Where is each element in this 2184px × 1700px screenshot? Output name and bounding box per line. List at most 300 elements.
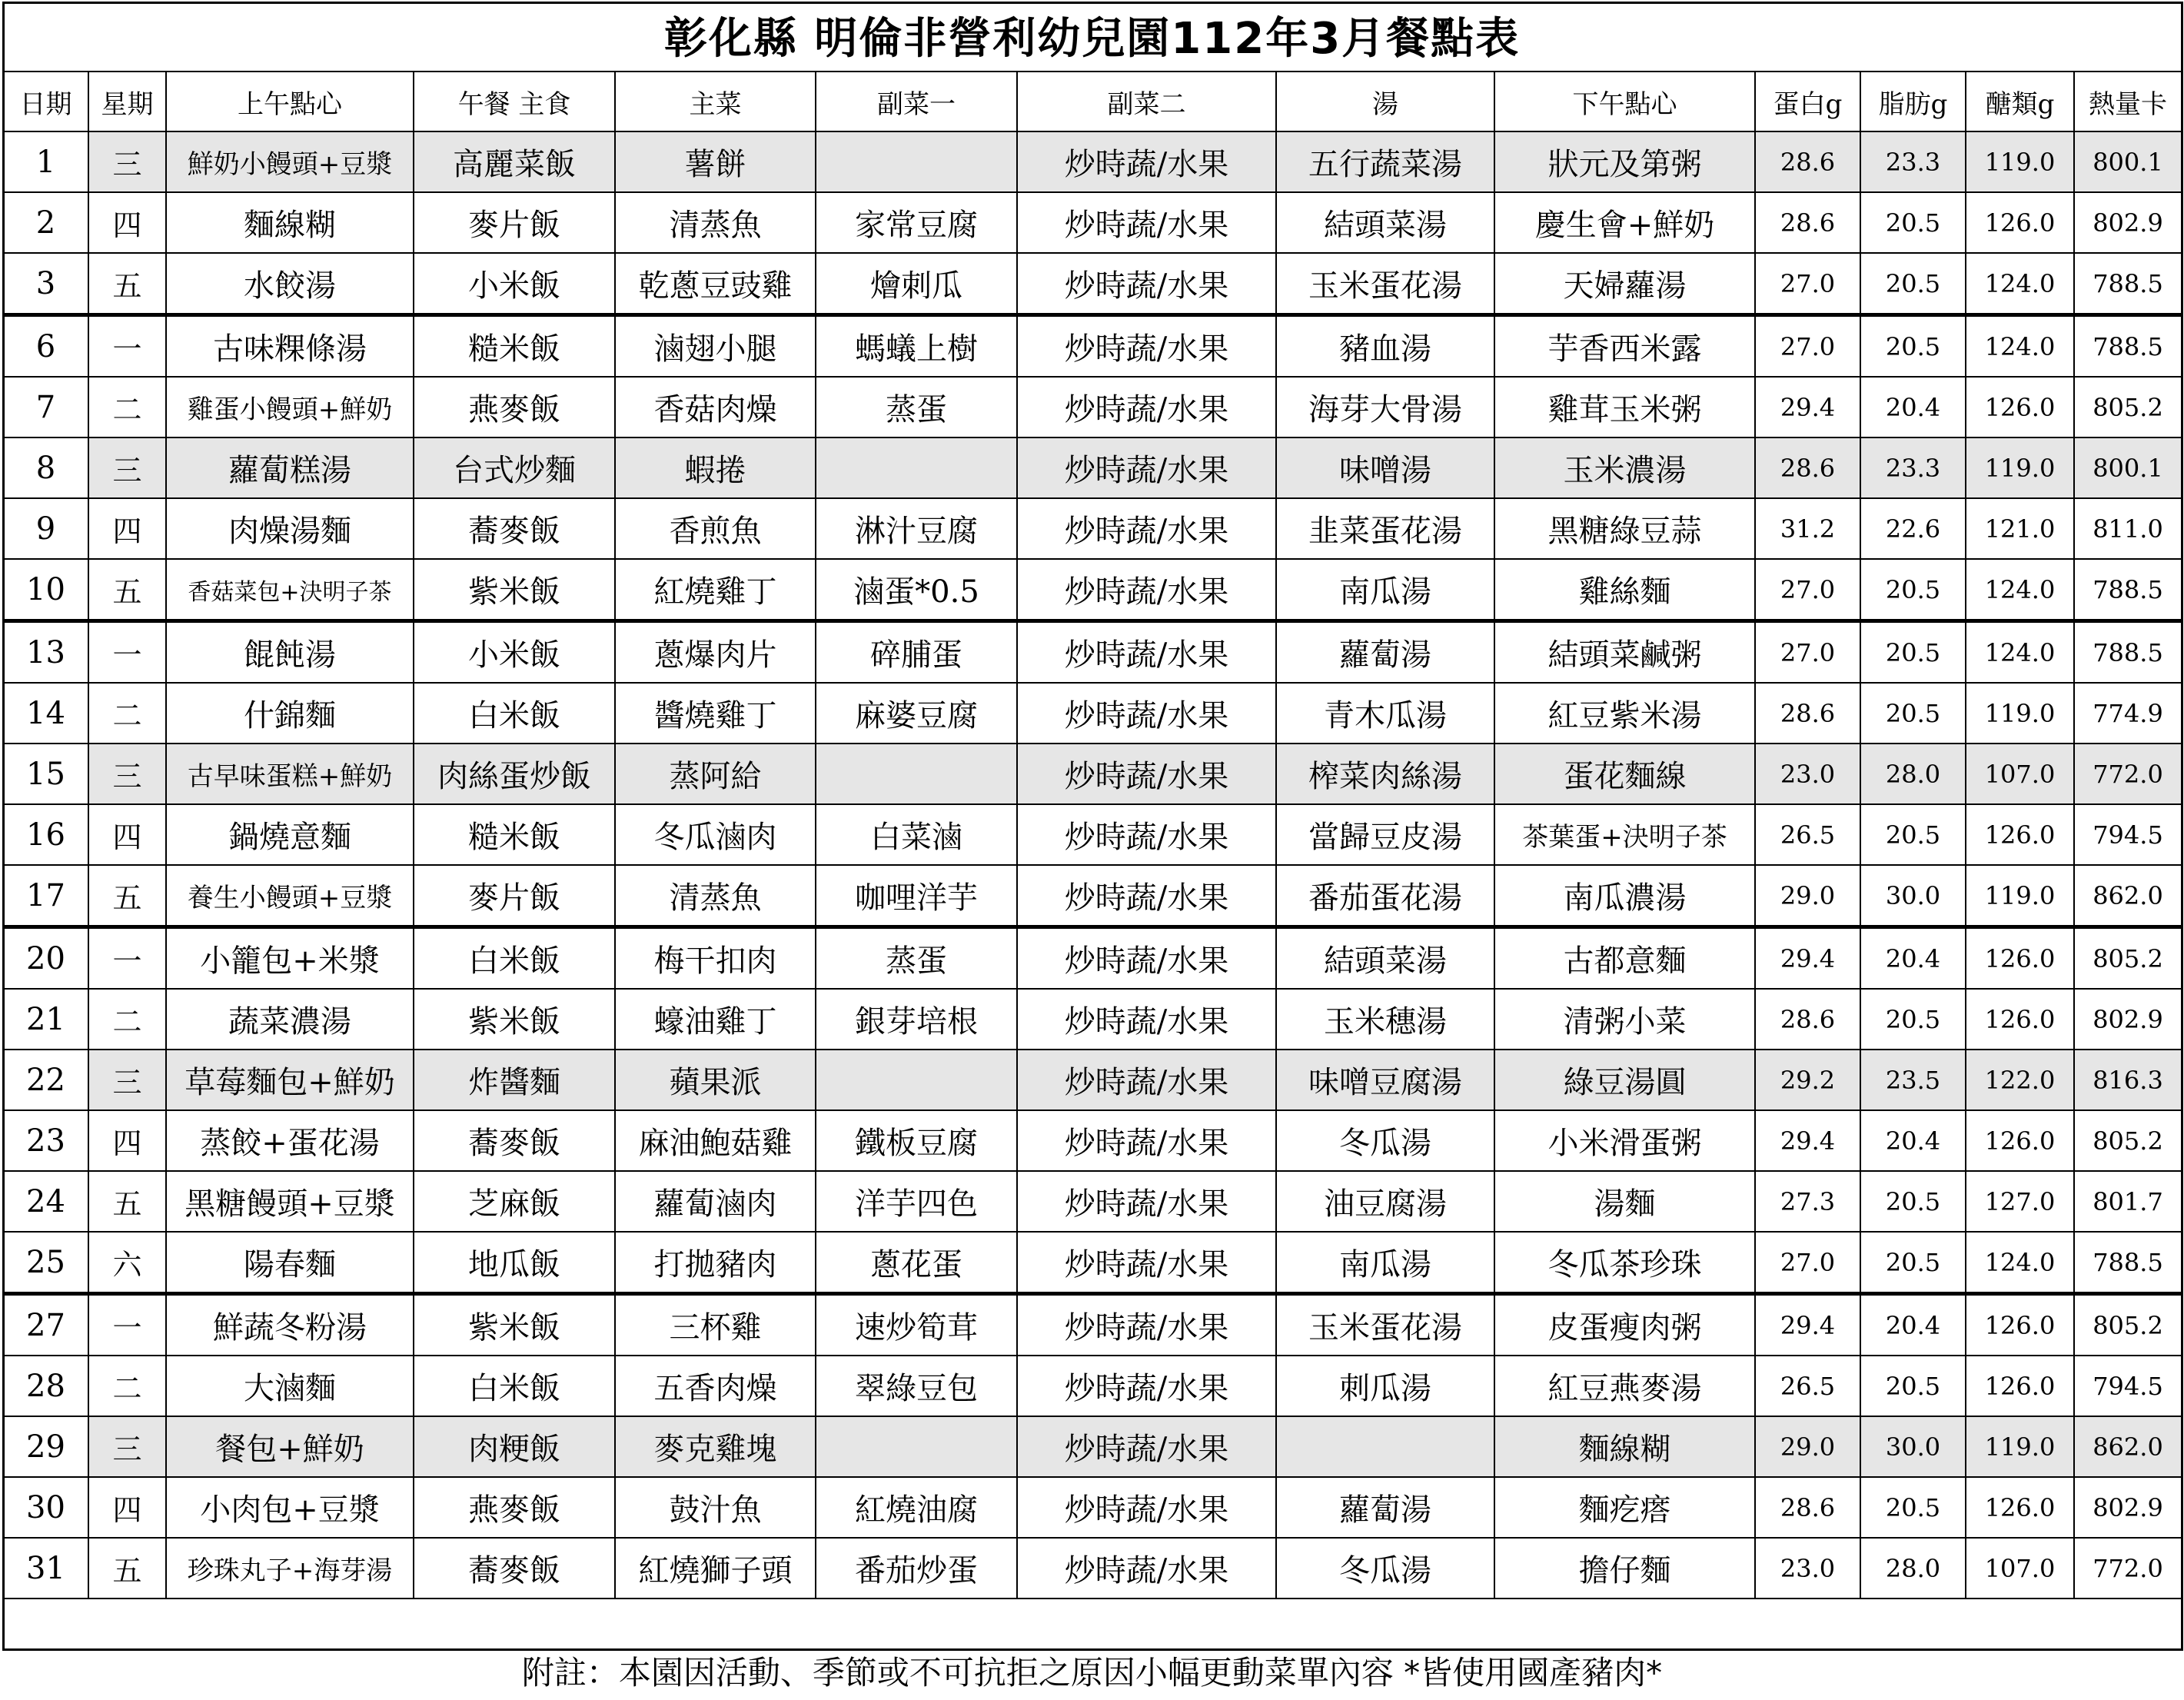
- cell-protein: 28.6: [1755, 1477, 1860, 1538]
- cell-main-dish: 紅燒雞丁: [615, 559, 816, 621]
- cell-calories: 801.7: [2074, 1171, 2182, 1232]
- cell-calories: 811.0: [2074, 498, 2182, 559]
- cell-main-dish: 三杯雞: [615, 1294, 816, 1356]
- cell-protein: 29.4: [1755, 1110, 1860, 1171]
- cell-morning-snack: 餛飩湯: [166, 621, 414, 684]
- cell-calories: 802.9: [2074, 192, 2182, 253]
- table-row: [3, 498, 2182, 559]
- cell-carb: 119.0: [1966, 683, 2074, 744]
- cell-morning-snack: 鍋燒意麵: [166, 804, 414, 865]
- cell-soup: 韭菜蛋花湯: [1276, 498, 1494, 559]
- cell-fat: 20.4: [1860, 927, 1966, 990]
- cell-lunch-staple: 肉絲蛋炒飯: [414, 744, 615, 804]
- page-title: 彰化縣 明倫非營利幼兒園112年3月餐點表: [663, 14, 1521, 64]
- cell-soup: 豬血湯: [1276, 315, 1494, 378]
- cell-lunch-staple: 炸醬麵: [414, 1050, 615, 1110]
- cell-lunch-staple: 蕎麥飯: [414, 1110, 615, 1171]
- cell-date: 22: [3, 1050, 88, 1110]
- cell-afternoon-snack: 狀元及第粥: [1494, 131, 1755, 192]
- cell-weekday: 四: [88, 192, 166, 253]
- header-afternoon-snack: 下午點心: [1494, 72, 1755, 131]
- cell-side-dish-1: 碎脯蛋: [816, 621, 1017, 684]
- cell-side-dish-1: 家常豆腐: [816, 192, 1017, 253]
- cell-fat: 20.5: [1860, 253, 1966, 315]
- header-main-dish: 主菜: [615, 72, 816, 131]
- cell-soup: 刺瓜湯: [1276, 1356, 1494, 1416]
- cell-afternoon-snack: 南瓜濃湯: [1494, 865, 1755, 927]
- header-protein: 蛋白g: [1755, 72, 1860, 131]
- cell-date: 16: [3, 804, 88, 865]
- cell-weekday: 一: [88, 1294, 166, 1356]
- cell-side-dish-2: 炒時蔬/水果: [1017, 1110, 1276, 1171]
- table-row: [3, 315, 2182, 378]
- cell-side-dish-1: 淋汁豆腐: [816, 498, 1017, 559]
- cell-morning-snack: 鮮蔬冬粉湯: [166, 1294, 414, 1356]
- cell-lunch-staple: 高麗菜飯: [414, 131, 615, 192]
- cell-calories: 788.5: [2074, 253, 2182, 315]
- cell-side-dish-2: 炒時蔬/水果: [1017, 1294, 1276, 1356]
- cell-lunch-staple: 燕麥飯: [414, 1477, 615, 1538]
- cell-soup: 海芽大骨湯: [1276, 377, 1494, 437]
- cell-date: 10: [3, 559, 88, 621]
- cell-side-dish-2: 炒時蔬/水果: [1017, 1050, 1276, 1110]
- cell-side-dish-2: 炒時蔬/水果: [1017, 927, 1276, 990]
- cell-main-dish: 冬瓜滷肉: [615, 804, 816, 865]
- cell-carb: 126.0: [1966, 1477, 2074, 1538]
- cell-fat: 30.0: [1860, 1416, 1966, 1477]
- cell-lunch-staple: 燕麥飯: [414, 377, 615, 437]
- cell-side-dish-2: 炒時蔬/水果: [1017, 559, 1276, 621]
- cell-morning-snack: 什錦麵: [166, 683, 414, 744]
- table-row: [3, 927, 2182, 990]
- table-row: [3, 1356, 2182, 1416]
- cell-lunch-staple: 蕎麥飯: [414, 498, 615, 559]
- cell-afternoon-snack: 茶葉蛋+決明子茶: [1494, 804, 1755, 865]
- cell-lunch-staple: 紫米飯: [414, 559, 615, 621]
- cell-protein: 29.0: [1755, 865, 1860, 927]
- header-carb: 醣類g: [1966, 72, 2074, 131]
- cell-date: 27: [3, 1294, 88, 1356]
- cell-main-dish: 蠔油雞丁: [615, 989, 816, 1050]
- header-date: 日期: [3, 72, 88, 131]
- header-soup: 湯: [1276, 72, 1494, 131]
- cell-side-dish-2: 炒時蔬/水果: [1017, 989, 1276, 1050]
- cell-main-dish: 打拋豬肉: [615, 1232, 816, 1294]
- cell-calories: 794.5: [2074, 804, 2182, 865]
- cell-afternoon-snack: 蛋花麵線: [1494, 744, 1755, 804]
- table-row: [3, 989, 2182, 1050]
- cell-fat: 20.4: [1860, 377, 1966, 437]
- cell-calories: 788.5: [2074, 1232, 2182, 1294]
- cell-main-dish: 清蒸魚: [615, 865, 816, 927]
- cell-fat: 20.5: [1860, 1477, 1966, 1538]
- cell-protein: 26.5: [1755, 804, 1860, 865]
- cell-main-dish: 紅燒獅子頭: [615, 1538, 816, 1599]
- cell-side-dish-2: 炒時蔬/水果: [1017, 498, 1276, 559]
- cell-weekday: 三: [88, 131, 166, 192]
- cell-main-dish: 梅干扣肉: [615, 927, 816, 990]
- meal-table: [2, 71, 2182, 1599]
- cell-weekday: 三: [88, 437, 166, 498]
- cell-side-dish-1: 燴刺瓜: [816, 253, 1017, 315]
- cell-soup: 冬瓜湯: [1276, 1538, 1494, 1599]
- cell-lunch-staple: 白米飯: [414, 683, 615, 744]
- cell-lunch-staple: 小米飯: [414, 253, 615, 315]
- table-row: [3, 1110, 2182, 1171]
- cell-afternoon-snack: 慶生會+鮮奶: [1494, 192, 1755, 253]
- cell-weekday: 四: [88, 498, 166, 559]
- cell-weekday: 一: [88, 927, 166, 990]
- cell-side-dish-2: 炒時蔬/水果: [1017, 1232, 1276, 1294]
- cell-main-dish: 香煎魚: [615, 498, 816, 559]
- table-row: [3, 559, 2182, 621]
- cell-carb: 126.0: [1966, 1294, 2074, 1356]
- cell-date: 17: [3, 865, 88, 927]
- cell-fat: 20.4: [1860, 1294, 1966, 1356]
- cell-side-dish-1: 螞蟻上樹: [816, 315, 1017, 378]
- cell-weekday: 三: [88, 744, 166, 804]
- table-row: [3, 1416, 2182, 1477]
- cell-protein: 23.0: [1755, 744, 1860, 804]
- cell-lunch-staple: 地瓜飯: [414, 1232, 615, 1294]
- cell-protein: 27.0: [1755, 253, 1860, 315]
- cell-fat: 28.0: [1860, 1538, 1966, 1599]
- cell-main-dish: 蒸阿給: [615, 744, 816, 804]
- cell-date: 9: [3, 498, 88, 559]
- cell-protein: 28.6: [1755, 192, 1860, 253]
- cell-main-dish: 蝦捲: [615, 437, 816, 498]
- cell-weekday: 二: [88, 377, 166, 437]
- cell-side-dish-1: 麻婆豆腐: [816, 683, 1017, 744]
- cell-soup: 當歸豆皮湯: [1276, 804, 1494, 865]
- cell-lunch-staple: 白米飯: [414, 927, 615, 990]
- cell-soup: 南瓜湯: [1276, 559, 1494, 621]
- cell-main-dish: 蘿蔔滷肉: [615, 1171, 816, 1232]
- cell-side-dish-2: 炒時蔬/水果: [1017, 683, 1276, 744]
- cell-weekday: 二: [88, 989, 166, 1050]
- cell-weekday: 六: [88, 1232, 166, 1294]
- cell-main-dish: 清蒸魚: [615, 192, 816, 253]
- cell-lunch-staple: 麥片飯: [414, 192, 615, 253]
- cell-afternoon-snack: 冬瓜茶珍珠: [1494, 1232, 1755, 1294]
- cell-weekday: 四: [88, 1110, 166, 1171]
- cell-side-dish-1: 洋芋四色: [816, 1171, 1017, 1232]
- footnote: 附註：本園因活動、季節或不可抗拒之原因小幅更動菜單內容 *皆使用國產豬肉*: [521, 1654, 1663, 1692]
- cell-carb: 126.0: [1966, 1356, 2074, 1416]
- cell-afternoon-snack: 雞絲麵: [1494, 559, 1755, 621]
- cell-afternoon-snack: 皮蛋瘦肉粥: [1494, 1294, 1755, 1356]
- cell-lunch-staple: 小米飯: [414, 621, 615, 684]
- cell-carb: 126.0: [1966, 192, 2074, 253]
- cell-lunch-staple: 白米飯: [414, 1356, 615, 1416]
- cell-morning-snack: 香菇菜包+決明子茶: [166, 559, 414, 621]
- cell-carb: 126.0: [1966, 927, 2074, 990]
- table-row: [3, 1232, 2182, 1294]
- cell-protein: 28.6: [1755, 989, 1860, 1050]
- cell-calories: 805.2: [2074, 927, 2182, 990]
- cell-carb: 126.0: [1966, 1110, 2074, 1171]
- cell-afternoon-snack: 紅豆燕麥湯: [1494, 1356, 1755, 1416]
- cell-fat: 23.3: [1860, 437, 1966, 498]
- cell-side-dish-1: 紅燒油腐: [816, 1477, 1017, 1538]
- cell-lunch-staple: 紫米飯: [414, 1294, 615, 1356]
- header-calories: 熱量卡: [2074, 72, 2182, 131]
- cell-side-dish-2: 炒時蔬/水果: [1017, 1356, 1276, 1416]
- cell-main-dish: 醬燒雞丁: [615, 683, 816, 744]
- cell-side-dish-2: 炒時蔬/水果: [1017, 1171, 1276, 1232]
- cell-morning-snack: 養生小饅頭+豆漿: [166, 865, 414, 927]
- cell-protein: 29.4: [1755, 1294, 1860, 1356]
- cell-soup: 結頭菜湯: [1276, 927, 1494, 990]
- cell-fat: 20.5: [1860, 1356, 1966, 1416]
- cell-calories: 772.0: [2074, 1538, 2182, 1599]
- cell-main-dish: 麥克雞塊: [615, 1416, 816, 1477]
- cell-carb: 122.0: [1966, 1050, 2074, 1110]
- cell-weekday: 三: [88, 1416, 166, 1477]
- cell-soup: 玉米蛋花湯: [1276, 253, 1494, 315]
- cell-side-dish-2: 炒時蔬/水果: [1017, 437, 1276, 498]
- cell-calories: 774.9: [2074, 683, 2182, 744]
- cell-carb: 107.0: [1966, 1538, 2074, 1599]
- cell-lunch-staple: 肉粳飯: [414, 1416, 615, 1477]
- cell-morning-snack: 蘿蔔糕湯: [166, 437, 414, 498]
- cell-carb: 107.0: [1966, 744, 2074, 804]
- table-row: [3, 621, 2182, 684]
- cell-weekday: 三: [88, 1050, 166, 1110]
- cell-morning-snack: 古早味蛋糕+鮮奶: [166, 744, 414, 804]
- cell-side-dish-1: 蒸蛋: [816, 377, 1017, 437]
- cell-calories: 800.1: [2074, 131, 2182, 192]
- cell-soup: 結頭菜湯: [1276, 192, 1494, 253]
- cell-morning-snack: 小籠包+米漿: [166, 927, 414, 990]
- header-fat: 脂肪g: [1860, 72, 1966, 131]
- cell-calories: 794.5: [2074, 1356, 2182, 1416]
- cell-main-dish: 鼓汁魚: [615, 1477, 816, 1538]
- table-row: [3, 192, 2182, 253]
- cell-morning-snack: 水餃湯: [166, 253, 414, 315]
- cell-fat: 20.5: [1860, 804, 1966, 865]
- cell-carb: 126.0: [1966, 804, 2074, 865]
- cell-fat: 22.6: [1860, 498, 1966, 559]
- cell-morning-snack: 肉燥湯麵: [166, 498, 414, 559]
- cell-weekday: 五: [88, 865, 166, 927]
- cell-date: 30: [3, 1477, 88, 1538]
- cell-date: 6: [3, 315, 88, 378]
- cell-soup: [1276, 1416, 1494, 1477]
- cell-afternoon-snack: 清粥小菜: [1494, 989, 1755, 1050]
- cell-weekday: 二: [88, 683, 166, 744]
- cell-carb: 124.0: [1966, 315, 2074, 378]
- cell-lunch-staple: 台式炒麵: [414, 437, 615, 498]
- header-side-dish-1: 副菜一: [816, 72, 1017, 131]
- cell-protein: 23.0: [1755, 1538, 1860, 1599]
- cell-side-dish-1: 蔥花蛋: [816, 1232, 1017, 1294]
- cell-morning-snack: 草莓麵包+鮮奶: [166, 1050, 414, 1110]
- cell-calories: 862.0: [2074, 1416, 2182, 1477]
- cell-protein: 29.4: [1755, 377, 1860, 437]
- cell-afternoon-snack: 天婦蘿湯: [1494, 253, 1755, 315]
- cell-morning-snack: 蔬菜濃湯: [166, 989, 414, 1050]
- table-body: [3, 131, 2182, 1599]
- cell-fat: 23.3: [1860, 131, 1966, 192]
- cell-lunch-staple: 糙米飯: [414, 315, 615, 378]
- cell-afternoon-snack: 芋香西米露: [1494, 315, 1755, 378]
- cell-fat: 20.5: [1860, 315, 1966, 378]
- cell-carb: 119.0: [1966, 131, 2074, 192]
- cell-lunch-staple: 蕎麥飯: [414, 1538, 615, 1599]
- cell-side-dish-2: 炒時蔬/水果: [1017, 1477, 1276, 1538]
- table-row: [3, 1538, 2182, 1599]
- cell-main-dish: 香菇肉燥: [615, 377, 816, 437]
- cell-weekday: 五: [88, 1171, 166, 1232]
- cell-main-dish: 蘋果派: [615, 1050, 816, 1110]
- cell-protein: 28.6: [1755, 683, 1860, 744]
- cell-side-dish-2: 炒時蔬/水果: [1017, 192, 1276, 253]
- header-row: [3, 72, 2182, 131]
- cell-soup: 榨菜肉絲湯: [1276, 744, 1494, 804]
- table-row: [3, 744, 2182, 804]
- cell-date: 14: [3, 683, 88, 744]
- cell-morning-snack: 雞蛋小饅頭+鮮奶: [166, 377, 414, 437]
- cell-protein: 29.0: [1755, 1416, 1860, 1477]
- cell-side-dish-1: 銀芽培根: [816, 989, 1017, 1050]
- cell-carb: 124.0: [1966, 253, 2074, 315]
- cell-date: 29: [3, 1416, 88, 1477]
- cell-morning-snack: 珍珠丸子+海芽湯: [166, 1538, 414, 1599]
- cell-main-dish: 乾蔥豆豉雞: [615, 253, 816, 315]
- cell-side-dish-1: 蒸蛋: [816, 927, 1017, 990]
- cell-carb: 124.0: [1966, 621, 2074, 684]
- cell-soup: 番茄蛋花湯: [1276, 865, 1494, 927]
- cell-carb: 119.0: [1966, 865, 2074, 927]
- cell-side-dish-1: [816, 131, 1017, 192]
- cell-morning-snack: 麵線糊: [166, 192, 414, 253]
- cell-morning-snack: 餐包+鮮奶: [166, 1416, 414, 1477]
- cell-soup: 青木瓜湯: [1276, 683, 1494, 744]
- cell-afternoon-snack: 湯麵: [1494, 1171, 1755, 1232]
- cell-fat: 20.5: [1860, 1171, 1966, 1232]
- table-row: [3, 377, 2182, 437]
- cell-date: 20: [3, 927, 88, 990]
- cell-soup: 味噌湯: [1276, 437, 1494, 498]
- cell-protein: 28.6: [1755, 437, 1860, 498]
- cell-date: 21: [3, 989, 88, 1050]
- cell-afternoon-snack: 雞茸玉米粥: [1494, 377, 1755, 437]
- cell-protein: 27.0: [1755, 559, 1860, 621]
- cell-calories: 805.2: [2074, 377, 2182, 437]
- cell-carb: 119.0: [1966, 437, 2074, 498]
- cell-weekday: 四: [88, 1477, 166, 1538]
- cell-date: 7: [3, 377, 88, 437]
- cell-weekday: 五: [88, 1538, 166, 1599]
- cell-calories: 788.5: [2074, 559, 2182, 621]
- cell-afternoon-snack: 小米滑蛋粥: [1494, 1110, 1755, 1171]
- cell-afternoon-snack: 紅豆紫米湯: [1494, 683, 1755, 744]
- header-lunch-staple: 午餐 主食: [414, 72, 615, 131]
- cell-weekday: 二: [88, 1356, 166, 1416]
- cell-morning-snack: 蒸餃+蛋花湯: [166, 1110, 414, 1171]
- cell-side-dish-2: 炒時蔬/水果: [1017, 315, 1276, 378]
- cell-side-dish-1: 咖哩洋芋: [816, 865, 1017, 927]
- cell-carb: 126.0: [1966, 989, 2074, 1050]
- header-morning-snack: 上午點心: [166, 72, 414, 131]
- cell-date: 23: [3, 1110, 88, 1171]
- cell-main-dish: 麻油鮑菇雞: [615, 1110, 816, 1171]
- cell-lunch-staple: 芝麻飯: [414, 1171, 615, 1232]
- table-row: [3, 1171, 2182, 1232]
- cell-side-dish-2: 炒時蔬/水果: [1017, 744, 1276, 804]
- cell-afternoon-snack: 結頭菜鹹粥: [1494, 621, 1755, 684]
- cell-side-dish-1: 翠綠豆包: [816, 1356, 1017, 1416]
- table-row: [3, 865, 2182, 927]
- cell-weekday: 五: [88, 253, 166, 315]
- table-row: [3, 683, 2182, 744]
- cell-morning-snack: 小肉包+豆漿: [166, 1477, 414, 1538]
- cell-protein: 27.0: [1755, 315, 1860, 378]
- cell-morning-snack: 鮮奶小饅頭+豆漿: [166, 131, 414, 192]
- cell-side-dish-2: 炒時蔬/水果: [1017, 1538, 1276, 1599]
- cell-soup: 蘿蔔湯: [1276, 1477, 1494, 1538]
- cell-side-dish-1: [816, 1050, 1017, 1110]
- cell-side-dish-2: 炒時蔬/水果: [1017, 1416, 1276, 1477]
- header-weekday: 星期: [88, 72, 166, 131]
- cell-side-dish-1: [816, 1416, 1017, 1477]
- cell-fat: 20.5: [1860, 1232, 1966, 1294]
- cell-main-dish: 滷翅小腿: [615, 315, 816, 378]
- cell-protein: 27.0: [1755, 621, 1860, 684]
- table-row: [3, 1050, 2182, 1110]
- cell-weekday: 一: [88, 315, 166, 378]
- cell-soup: 五行蔬菜湯: [1276, 131, 1494, 192]
- table-row: [3, 131, 2182, 192]
- cell-date: 28: [3, 1356, 88, 1416]
- cell-side-dish-1: 滷蛋*0.5: [816, 559, 1017, 621]
- cell-fat: 28.0: [1860, 744, 1966, 804]
- cell-protein: 26.5: [1755, 1356, 1860, 1416]
- cell-fat: 20.5: [1860, 683, 1966, 744]
- cell-carb: 119.0: [1966, 1416, 2074, 1477]
- table-row: [3, 804, 2182, 865]
- cell-side-dish-1: 速炒筍茸: [816, 1294, 1017, 1356]
- cell-side-dish-2: 炒時蔬/水果: [1017, 804, 1276, 865]
- cell-afternoon-snack: 綠豆湯圓: [1494, 1050, 1755, 1110]
- header-side-dish-2: 副菜二: [1017, 72, 1276, 131]
- cell-carb: 124.0: [1966, 1232, 2074, 1294]
- table-row: [3, 437, 2182, 498]
- cell-fat: 20.4: [1860, 1110, 1966, 1171]
- cell-afternoon-snack: 黑糖綠豆蒜: [1494, 498, 1755, 559]
- cell-calories: 788.5: [2074, 621, 2182, 684]
- cell-soup: 味噌豆腐湯: [1276, 1050, 1494, 1110]
- cell-soup: 油豆腐湯: [1276, 1171, 1494, 1232]
- cell-protein: 29.4: [1755, 927, 1860, 990]
- cell-carb: 126.0: [1966, 377, 2074, 437]
- cell-carb: 121.0: [1966, 498, 2074, 559]
- cell-weekday: 四: [88, 804, 166, 865]
- cell-lunch-staple: 糙米飯: [414, 804, 615, 865]
- cell-date: 31: [3, 1538, 88, 1599]
- cell-protein: 29.2: [1755, 1050, 1860, 1110]
- cell-fat: 20.5: [1860, 559, 1966, 621]
- cell-calories: 788.5: [2074, 315, 2182, 378]
- cell-morning-snack: 陽春麵: [166, 1232, 414, 1294]
- cell-main-dish: 蔥爆肉片: [615, 621, 816, 684]
- table-row: [3, 1294, 2182, 1356]
- cell-morning-snack: 大滷麵: [166, 1356, 414, 1416]
- cell-side-dish-2: 炒時蔬/水果: [1017, 865, 1276, 927]
- cell-fat: 20.5: [1860, 192, 1966, 253]
- cell-calories: 802.9: [2074, 989, 2182, 1050]
